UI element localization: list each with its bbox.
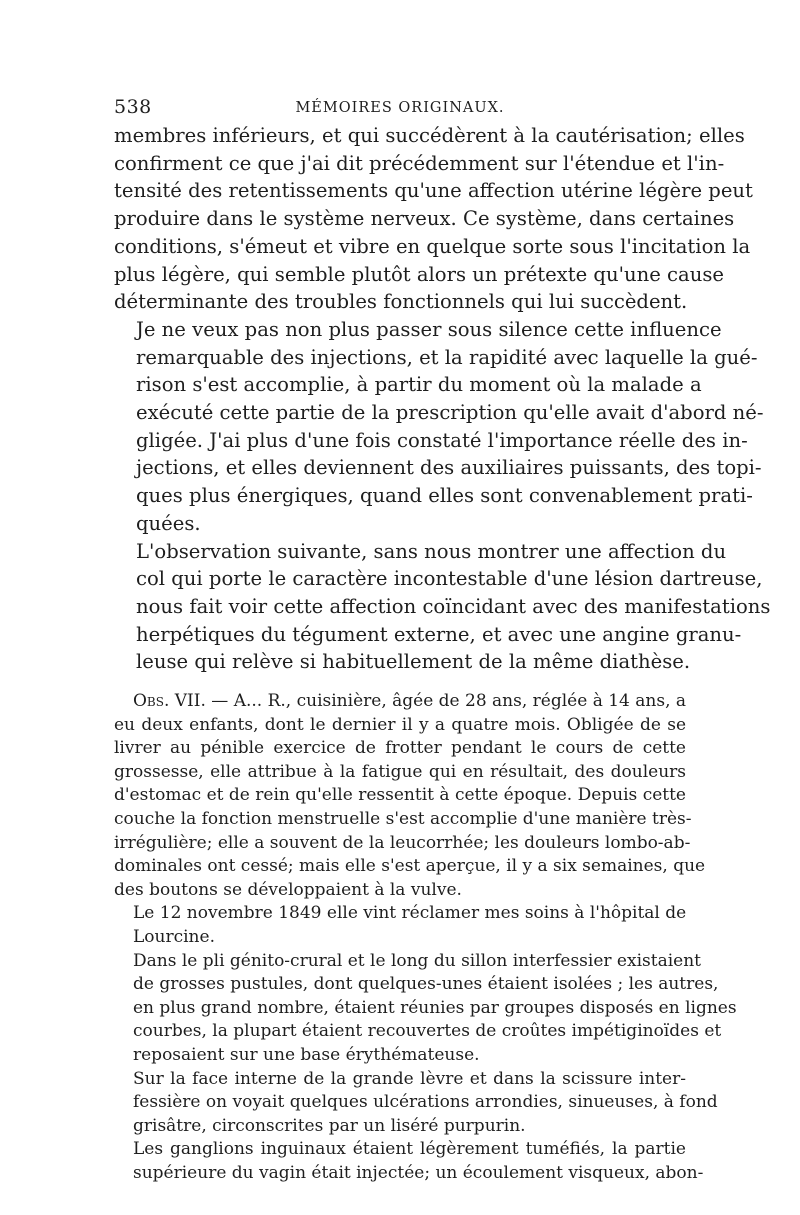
page-number: 538 <box>114 96 152 118</box>
text-line: Sur la face interne de la grande lèvre et dans la scissure inter- <box>133 1068 686 1089</box>
text-line: gligée. J'ai plus d'une fois constaté l'importance réelle des in- <box>136 428 748 452</box>
text-line: herpétiques du tégument externe, et avec une angine granu- <box>136 622 742 646</box>
text-line: Dans le pli génito-crural et le long du sillon interfessier existaient <box>133 950 701 971</box>
text-line: plus légère, qui semble plutôt alors un prétexte qu'une cause <box>114 262 724 286</box>
running-title: MÉMOIRES ORIGINAUX. <box>295 100 505 116</box>
paragraph <box>114 316 764 538</box>
text-line: grisâtre, circonscrites par un liséré purpurin. <box>133 1115 526 1136</box>
text-line: jections, et elles deviennent des auxiliaires puissants, des topi- <box>136 456 762 480</box>
observation-label: Obs. VII. <box>133 691 206 712</box>
text-line: supérieure du vagin était injectée; un écoulement visqueux, abon- <box>133 1162 704 1183</box>
text-line: ques plus énergiques, quand elles sont convenablement prati- <box>136 484 753 508</box>
text-line: livrer au pénible exercice de frotter pendant le cours de cette <box>114 738 686 759</box>
text-line: irrégulière; elle a souvent de la leucorrhée; les douleurs lombo-ab- <box>114 832 691 853</box>
text-line: produire dans le système nerveux. Ce système, dans certaines <box>114 207 735 231</box>
text-line: remarquable des injections, et la rapidité avec laquelle la gué- <box>136 345 758 369</box>
observation-paragraph <box>114 1068 718 1139</box>
text-line: tensité des retentissements qu'une affection utérine légère peut <box>114 179 753 203</box>
main-text <box>114 122 771 676</box>
text-line: confirment ce que j'ai dit précédemment sur l'étendue et l'in- <box>114 151 725 175</box>
paragraph <box>114 122 753 316</box>
running-head <box>114 92 686 122</box>
text-line: Je ne veux pas non plus passer sous silence cette influence <box>136 317 722 341</box>
text-line: nous fait voir cette affection coïncidant avec des manifestations <box>136 594 771 618</box>
observation-first-line-text: — A... R., cuisinière, âgée de 28 ans, réglée à 14 ans, a <box>205 691 687 712</box>
observation-paragraph <box>114 714 706 903</box>
text-line: conditions, s'émeut et vibre en quelque sorte sous l'incitation la <box>114 234 751 258</box>
text-line: Les ganglions inguinaux étaient légèrement tuméfiés, la partie <box>133 1139 686 1160</box>
text-line: reposaient sur une base érythémateuse. <box>133 1044 480 1065</box>
text-line: Lourcine. <box>133 927 215 947</box>
text-line: courbes, la plupart étaient recouvertes de croûtes impétiginoïdes et <box>133 1021 722 1042</box>
text-line: dominales ont cessé; mais elle s'est aperçue, il y a six semaines, que <box>114 856 706 877</box>
text-line: Le 12 novembre 1849 elle vint réclamer mes soins à l'hôpital de <box>133 903 687 924</box>
text-line: membres inférieurs, et qui succédèrent à la cautérisation; elles <box>114 124 745 147</box>
text-line: quées. <box>136 511 201 535</box>
text-line: de grosses pustules, dont quelques-unes étaient isolées ; les autres, <box>133 974 719 995</box>
text-line: rison s'est accomplie, à partir du moment où la malade a <box>136 373 702 397</box>
text-line: d'estomac et de rein qu'elle ressentit à cette époque. Depuis cette <box>114 785 686 806</box>
observation-paragraph <box>114 902 686 949</box>
observation-paragraph <box>114 1138 704 1185</box>
text-line: exécuté cette partie de la prescription qu'elle avait d'abord né- <box>136 401 764 425</box>
text-line: L'observation suivante, sans nous montrer une affection du <box>136 539 727 563</box>
text-line: col qui porte le caractère incontestable d'une lésion dartreuse, <box>136 567 763 591</box>
text-line: leuse qui relève si habituellement de la même diathèse. <box>136 650 691 674</box>
text-line: eu deux enfants, dont le dernier il y a quatre mois. Obligée de se <box>114 714 686 735</box>
text-line: couche la fonction menstruelle s'est accomplie d'une manière très- <box>114 809 692 830</box>
text-line: des boutons se développaient à la vulve. <box>114 879 462 900</box>
text-line: grossesse, elle attribue à la fatigue qui en résultait, des douleurs <box>114 761 686 782</box>
observation-paragraph <box>114 950 737 1068</box>
book-page <box>114 92 771 1186</box>
observation-first-line <box>114 690 686 714</box>
paragraph <box>114 538 771 677</box>
text-line: déterminante des troubles fonctionnels qui lui succèdent. <box>114 290 688 314</box>
observation-block <box>114 690 737 1185</box>
text-line: en plus grand nombre, étaient réunies par groupes disposés en lignes <box>133 997 737 1018</box>
text-line: fessière on voyait quelques ulcérations arrondies, sinueuses, à fond <box>133 1092 718 1113</box>
